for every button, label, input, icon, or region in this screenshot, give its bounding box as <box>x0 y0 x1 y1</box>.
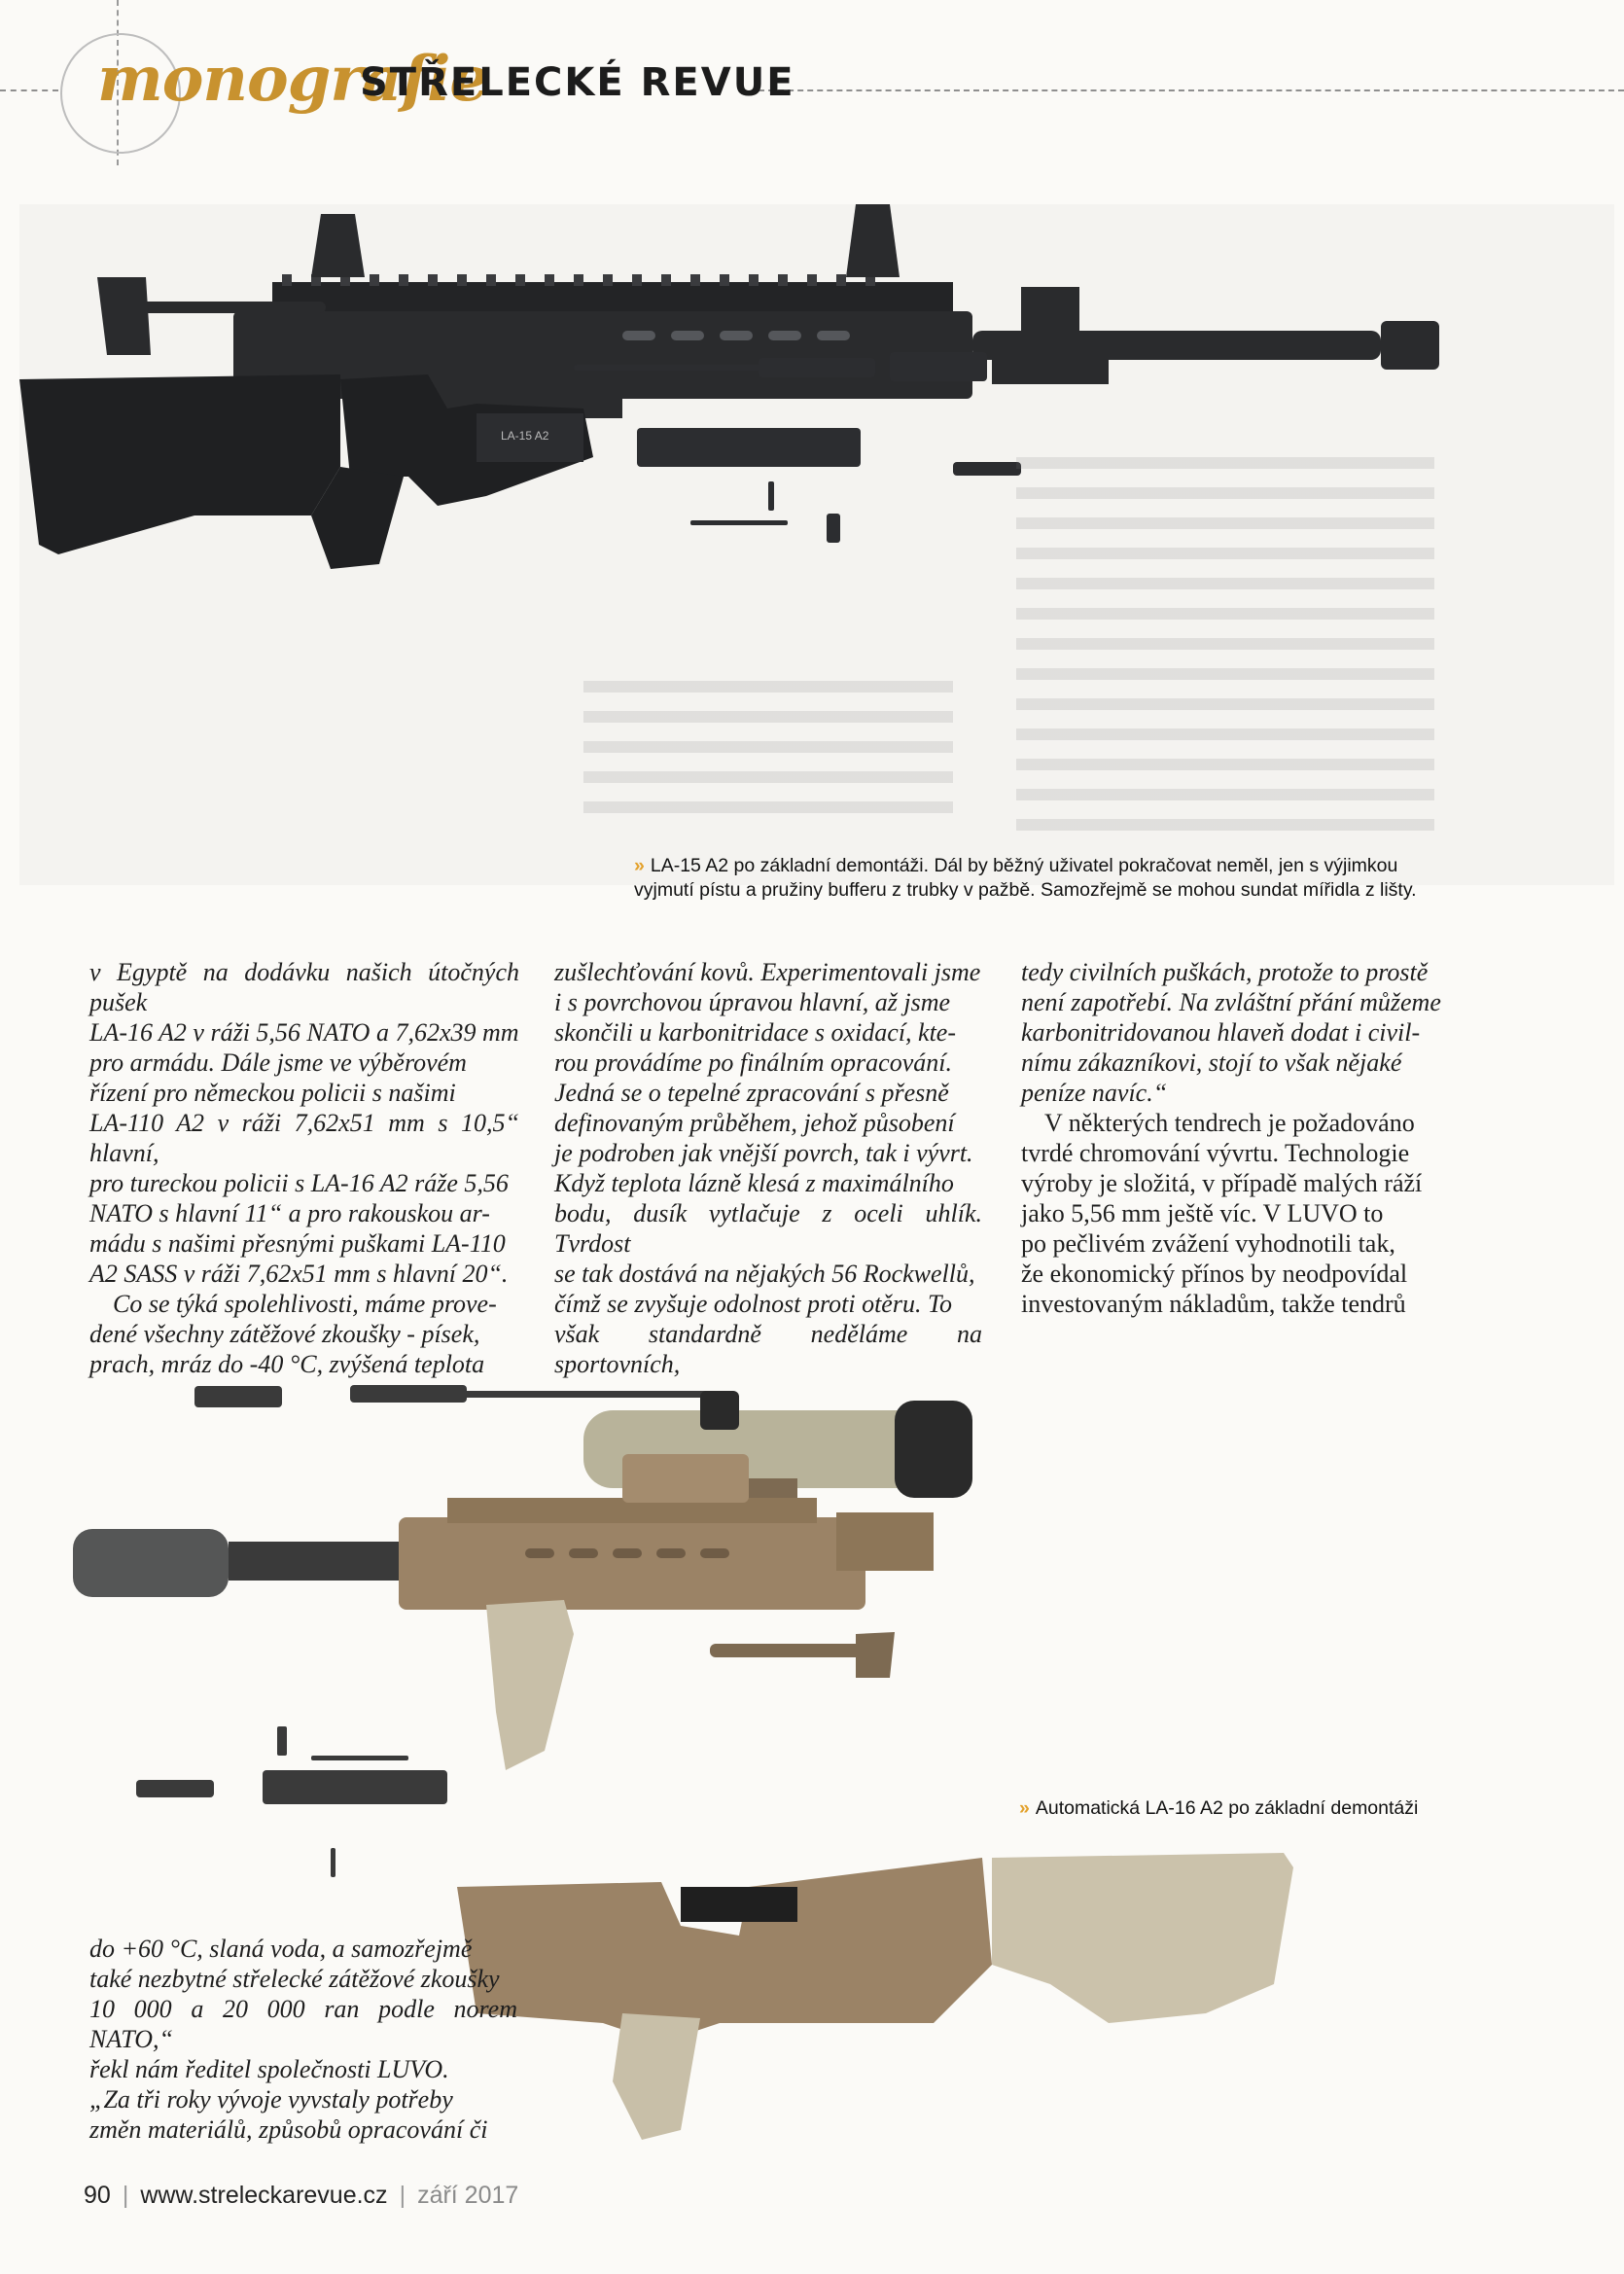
lower-receiver-tan <box>457 1853 1293 2140</box>
text-line: NATO s hlavní 11“ a pro rakouskou ar- <box>89 1199 490 1227</box>
ghost-text-block <box>583 681 953 817</box>
section-brand: monografie <box>97 43 489 116</box>
text-line: je podroben jak vnější povrch, tak i vývrt. <box>554 1139 973 1167</box>
text-line: řízení pro německou policii s našimi <box>89 1079 456 1107</box>
text-line: prach, mráz do -40 °C, zvýšená teplota <box>89 1350 485 1378</box>
header-rule-left <box>0 89 58 91</box>
issue-month: září 2017 <box>417 2182 519 2209</box>
text-line: investovaným nákladům, takže tendrů <box>1021 1290 1406 1318</box>
text-line: není zapotřebí. Na zvláštní přání můžeme <box>1021 988 1441 1016</box>
text-line: LA-16 A2 v ráži 5,56 NATO a 7,62x39 mm <box>89 1018 519 1047</box>
article-column-1-bottom <box>89 1934 517 2145</box>
text-line: do +60 °C, slaná voda, a samozřejmě <box>89 1935 473 1963</box>
text-line: „Za tři roky vývoje vyvstaly potřeby <box>89 2085 453 2114</box>
photo-caption-top <box>634 854 1509 903</box>
text-line: jako 5,56 mm ještě víc. V LUVO to <box>1021 1199 1384 1227</box>
charging-handle-tan <box>710 1632 895 1678</box>
text-line: tedy civilních puškách, protože to prostě <box>1021 958 1429 986</box>
caption-top-line1: LA-15 A2 po základní demontáži. Dál by běžný uživatel pokračovat neměl, jen s výjimkou <box>650 855 1398 876</box>
text-line: se tak dostává na nějakých 56 Rockwellů, <box>554 1260 975 1288</box>
text-line: však standardně neděláme na sportovních, <box>554 1320 982 1378</box>
text-line: zušlechťování kovů. Experimentovali jsme <box>554 958 981 986</box>
header-rule-right <box>759 89 1624 91</box>
text-line: pro armádu. Dále jsme ve výběrovém <box>89 1048 467 1077</box>
receiver-marking: LA-15 A2 <box>501 429 549 443</box>
text-line: Když teplota lázně klesá z maximálního <box>554 1169 954 1197</box>
text-line: Jedná se o tepelné zpracování s přesně <box>554 1079 949 1107</box>
text-line: výroby je složitá, v případě malých ráží <box>1021 1169 1423 1197</box>
bolt-parts-top <box>194 1385 720 1407</box>
text-line: řekl nám ředitel společnosti LUVO. <box>89 2055 449 2083</box>
text-line: mádu s našimi přesnými puškami LA-110 <box>89 1229 506 1258</box>
page-number: 90 <box>84 2182 111 2209</box>
text-line: čímž se zvyšuje odolnost proti otěru. To <box>554 1290 953 1318</box>
caption-top-line2: vyjmutí pístu a pružiny bufferu z trubky v pažbě. Samozřejmě se mohou sundat mířidla z lišty. <box>634 879 1417 901</box>
text-line: že ekonomický přínos by neodpovídal <box>1021 1260 1408 1288</box>
magazine-name: STŘELECKÉ REVUE <box>360 60 795 105</box>
caption-bottom-text: Automatická LA-16 A2 po základní demontáži <box>1035 1797 1419 1819</box>
text-line: peníze navíc.“ <box>1021 1079 1168 1107</box>
photo-caption-bottom <box>1019 1796 1564 1821</box>
caption-marker: » <box>1019 1797 1030 1819</box>
article-column-2 <box>554 957 982 1379</box>
text-line: také nezbytné střelecké zátěžové zkoušky <box>89 1965 500 1993</box>
text-line: A2 SASS v ráži 7,62x51 mm s hlavní 20“. <box>89 1260 509 1288</box>
article-column-3 <box>1021 957 1451 1319</box>
bolt-parts-mid <box>136 1726 447 1877</box>
text-line: nímu zákazníkovi, stojí to však nějaké <box>1021 1048 1402 1077</box>
text-line: pro tureckou policii s LA-16 A2 ráže 5,56 <box>89 1169 509 1197</box>
text-line: Co se týká spolehlivosti, máme prove- <box>113 1290 497 1318</box>
text-line: po pečlivém zvážení vyhodnotili tak, <box>1021 1229 1395 1258</box>
text-line: LA-110 A2 v ráži 7,62x51 mm s 10,5“ hlavní, <box>89 1109 519 1167</box>
text-line: V některých tendrech je požadováno <box>1044 1109 1415 1137</box>
text-line: skončili u karbonitridace s oxidací, kte- <box>554 1018 957 1047</box>
text-line: definovaným průběhem, jehož působení <box>554 1109 955 1137</box>
website-link[interactable]: www.streleckarevue.cz <box>140 2182 388 2209</box>
text-line: rou provádíme po finálním opracování. <box>554 1048 952 1077</box>
foregrip <box>486 1600 574 1770</box>
text-line: dené všechny zátěžové zkoušky - písek, <box>89 1320 480 1348</box>
text-line: tvrdé chromování vývrtu. Technologie <box>1021 1139 1410 1167</box>
text-line: bodu, dusík vytlačuje z oceli uhlík. Tvrdost <box>554 1199 982 1258</box>
article-column-1-top <box>89 957 519 1379</box>
text-line: i s povrchovou úpravou hlavní, až jsme <box>554 988 951 1016</box>
text-line: 10 000 a 20 000 ran podle norem NATO,“ <box>89 1995 517 2053</box>
caption-marker: » <box>634 855 645 876</box>
ghost-text-block <box>1016 457 1434 846</box>
text-line: v Egyptě na dodávku našich útočných pušek <box>89 958 519 1016</box>
text-line: karbonitridovanou hlaveň dodat i civil- <box>1021 1018 1421 1047</box>
page-footer: 90 | www.streleckarevue.cz | září 2017 <box>84 2182 519 2209</box>
text-line: změn materiálů, způsobů opracování či <box>89 2115 488 2144</box>
